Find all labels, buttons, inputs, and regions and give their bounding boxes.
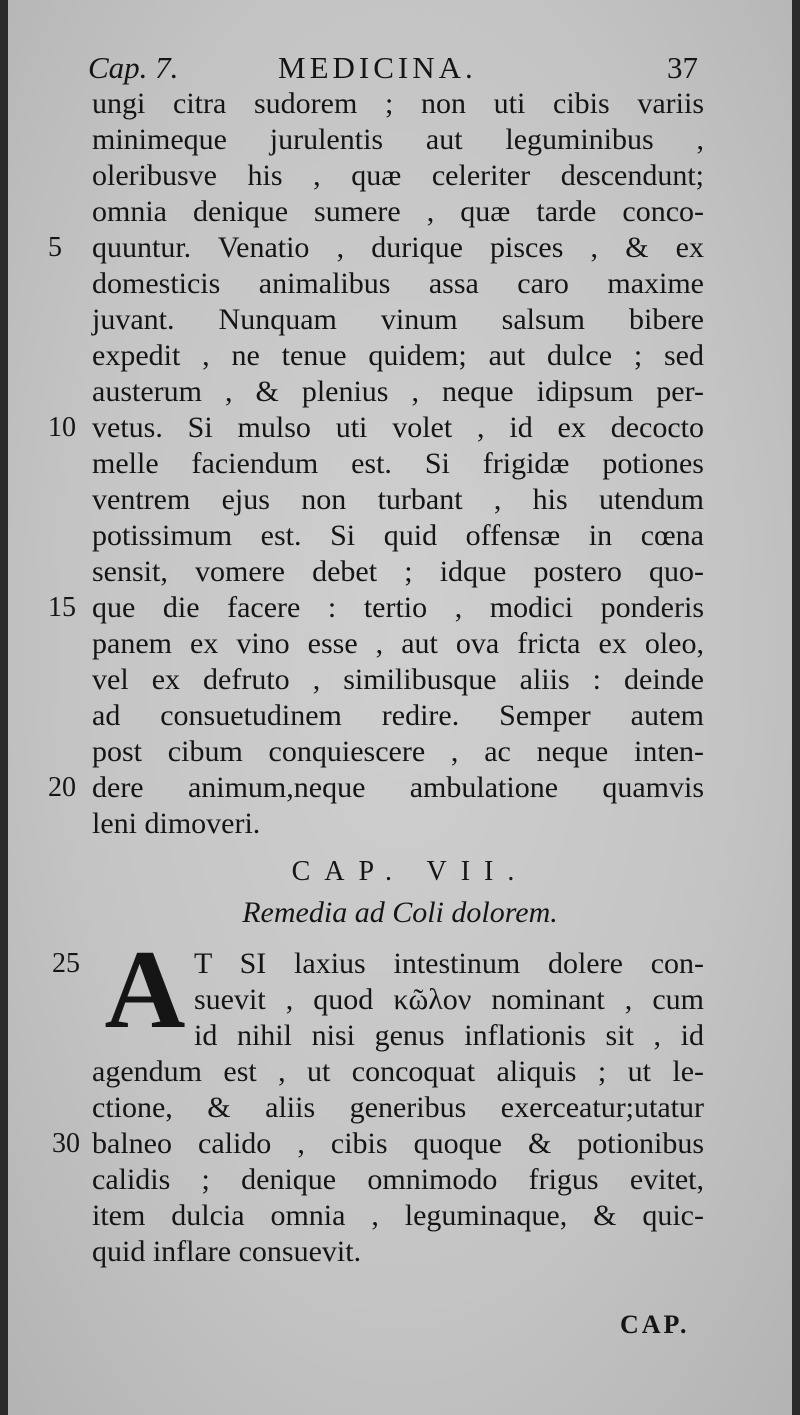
running-title: MEDICINA. <box>278 50 477 85</box>
text-line: ventrem ejus non turbant , his utendum <box>92 483 704 516</box>
text-line: austerum , & plenius , neque idipsum per- <box>92 375 704 408</box>
text-line: ungi citra sudorem ; non uti cibis variis <box>92 87 704 120</box>
text-line: minimeque jurulentis aut leguminibus , <box>92 123 704 156</box>
text-line: omnia denique sumere , quæ tarde conco- <box>92 195 704 228</box>
text-line: expedit , ne tenue quidem; aut dulce ; sed <box>92 339 704 372</box>
text-line: panem ex vino esse , aut ova fricta ex oleo, <box>92 627 704 660</box>
text-line: id nihil nisi genus inflationis sit , id <box>194 1019 704 1052</box>
line-number: 5 <box>48 232 62 263</box>
catchword: CAP. <box>620 1310 690 1339</box>
line-number: 25 <box>52 948 80 979</box>
text-line: ad consuetudinem redire. Semper autem <box>92 699 704 732</box>
chapter-heading: CAP. VII. <box>291 856 529 887</box>
text-line: agendum est , ut concoquat aliquis ; ut le- <box>92 1055 704 1088</box>
page-number: 37 <box>667 50 698 85</box>
text-line: suevit , quod κῶλον nominant , cum <box>194 983 704 1016</box>
text-line: vetus. Si mulso uti volet , id ex decocto <box>92 411 704 444</box>
text-line: melle faciendum est. Si frigidæ potiones <box>92 447 704 480</box>
text-line: dere animum,neque ambulatione quamvis <box>92 771 704 804</box>
text-line: item dulcia omnia , leguminaque, & quic- <box>92 1199 704 1232</box>
text-line: sensit, vomere debet ; idque postero quo- <box>92 555 704 588</box>
text-line: T SI laxius intestinum dolere con- <box>194 947 704 980</box>
line-number: 10 <box>48 412 76 443</box>
text-line: quuntur. Venatio , durique pisces , & ex <box>92 231 704 264</box>
book-page <box>8 0 792 1415</box>
drop-cap: A <box>104 928 186 1052</box>
chapter-title: Remedia ad Coli dolorem. <box>242 896 558 929</box>
running-head <box>88 50 698 90</box>
text-line: domesticis animalibus assa caro maxime <box>92 267 704 300</box>
chapter-reference: Cap. 7. <box>88 50 179 85</box>
text-line: ctione, & aliis generibus exerceatur;utatur <box>92 1091 704 1124</box>
line-number: 20 <box>48 772 76 803</box>
line-number: 30 <box>52 1128 80 1159</box>
text-line: leni dimoveri. <box>92 807 261 840</box>
text-line: quid inflare consuevit. <box>92 1235 362 1268</box>
text-line: que die facere : tertio , modici ponderis <box>92 591 704 624</box>
text-line: post cibum conquiescere , ac neque inten- <box>92 735 704 768</box>
line-number: 15 <box>48 592 76 623</box>
text-line: calidis ; denique omnimodo frigus evitet, <box>92 1163 704 1196</box>
text-line: oleribusve his , quæ celeriter descendunt; <box>92 159 704 192</box>
text-line: juvant. Nunquam vinum salsum bibere <box>92 303 704 336</box>
text-line: potissimum est. Si quid offensæ in cœna <box>92 519 704 552</box>
text-line: vel ex defruto , similibusque aliis : deinde <box>92 663 704 696</box>
text-line: balneo calido , cibis quoque & potionibus <box>92 1127 704 1160</box>
